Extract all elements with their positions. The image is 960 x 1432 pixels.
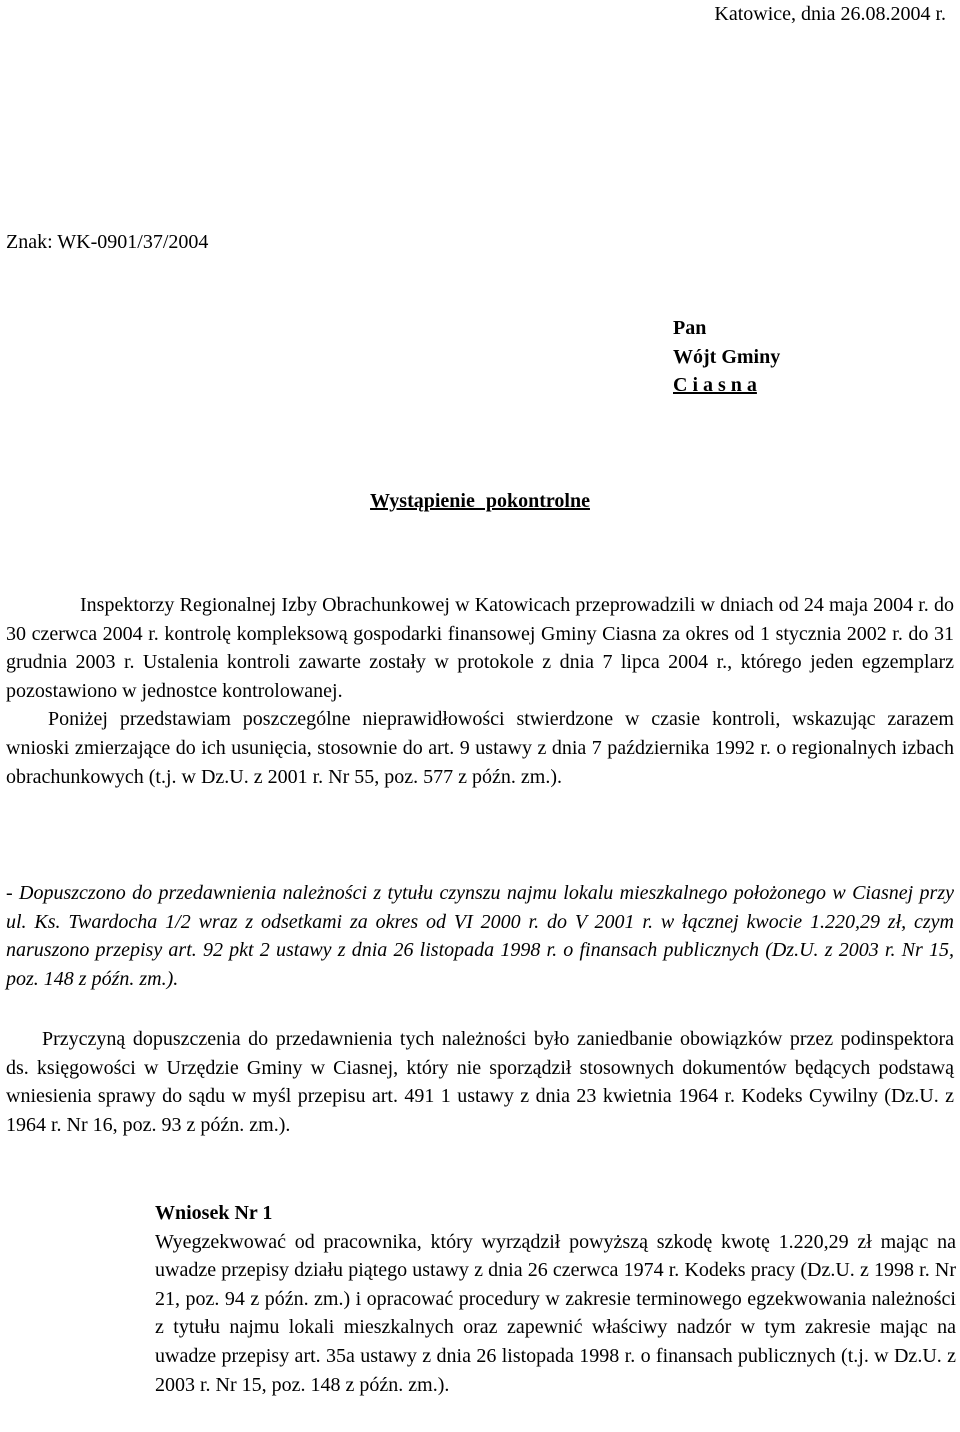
- scope-paragraph: Poniżej przedstawiam poszczególne nieprawidłowości stwierdzone w czasie kontroli, wskazując zarazem wnioski zmierzające do ich usunięcia, stosownie do art. 9 ustawy z dnia 7 października 1992 r. o regionalnych izbach obrachunkowych (t.j. w Dz.U. z 2001 r. Nr 55, poz. 577 z późn. zm.).: [6, 708, 954, 788]
- addressee-line-2: Wójt Gminy: [673, 345, 781, 368]
- addressee-line-3: C i a s n a: [673, 374, 757, 397]
- intro-section: [6, 591, 954, 791]
- recommendation-text: Wyegzekwować od pracownika, który wyrządził powyższą szkodę kwotę 1.220,29 zł mając na uwadze przepisy działu piątego ustawy z dnia 26 czerwca 1974 r. Kodeks pracy (Dz.U. z 1998 r. Nr 21, poz. 94 z późn. zm.) i opracować procedury w zakresie terminowego egzekwowania należności z tytułu najmu lokali mieszkalnych oraz zapewnić właściwy nadzór w tym zakresie mając na uwadze przepisy art. 35a ustawy z dnia 26 listopada 1998 r. o finansach publicznych (t.j. w Dz.U. z 2003 r. Nr 15, poz. 148 z późn. zm.).: [155, 1230, 956, 1396]
- recommendation-heading: Wniosek Nr 1: [155, 1202, 273, 1224]
- cause-section: [6, 1025, 954, 1139]
- reference-number: Znak: WK-0901/37/2004: [6, 231, 209, 253]
- document-title: Wystąpienie pokontrolne: [370, 490, 590, 512]
- cause-paragraph: Przyczyną dopuszczenia do przedawnienia tych należności było zaniedbanie obowiązków przez podinspektora ds. księgowości w Urzędzie Gminy w Ciasnej, który nie sporządził stosownych dokumentów będących podstawą wniesienia sprawy do sądu w myśl przepisu art. 491 1 ustawy z dnia 23 kwietnia 1964 r. Kodeks Cywilny (Dz.U. z 1964 r. Nr 16, poz. 93 z późn. zm.).: [6, 1028, 954, 1136]
- date-line: Katowice, dnia 26.08.2004 r.: [714, 3, 946, 25]
- addressee-line-1: Pan: [673, 317, 707, 339]
- intro-paragraph: Inspektorzy Regionalnej Izby Obrachunkowej w Katowicach przeprowadzili w dniach od 24 maja 2004 r. do 30 czerwca 2004 r. kontrolę kompleksową gospodarki finansowej Gminy Ciasna za okres od 1 stycznia 2002 r. do 31 grudnia 2003 r. Ustalenia kontroli zawarte zostały w protokole z dnia 7 lipca 2004 r., którego jeden egzemplarz pozostawiono w jednostce kontrolowanej.: [6, 594, 954, 702]
- recommendation-block: [155, 1199, 956, 1399]
- finding-paragraph: - Dopuszczono do przedawnienia należności z tytułu czynszu najmu lokalu mieszkalnego położonego w Ciasnej przy ul. Ks. Twardocha 1/2 wraz z odsetkami za okres od VI 2000 r. do V 2001 r. w łącznej kwocie 1.220,29 zł, czym naruszono przepisy art. 92 pkt 2 ustawy z dnia 26 listopada 1998 r. o finansach publicznych (Dz.U. z 2003 r. Nr 15, poz. 148 z późn. zm.).: [6, 882, 954, 990]
- addressee-block: [673, 314, 780, 400]
